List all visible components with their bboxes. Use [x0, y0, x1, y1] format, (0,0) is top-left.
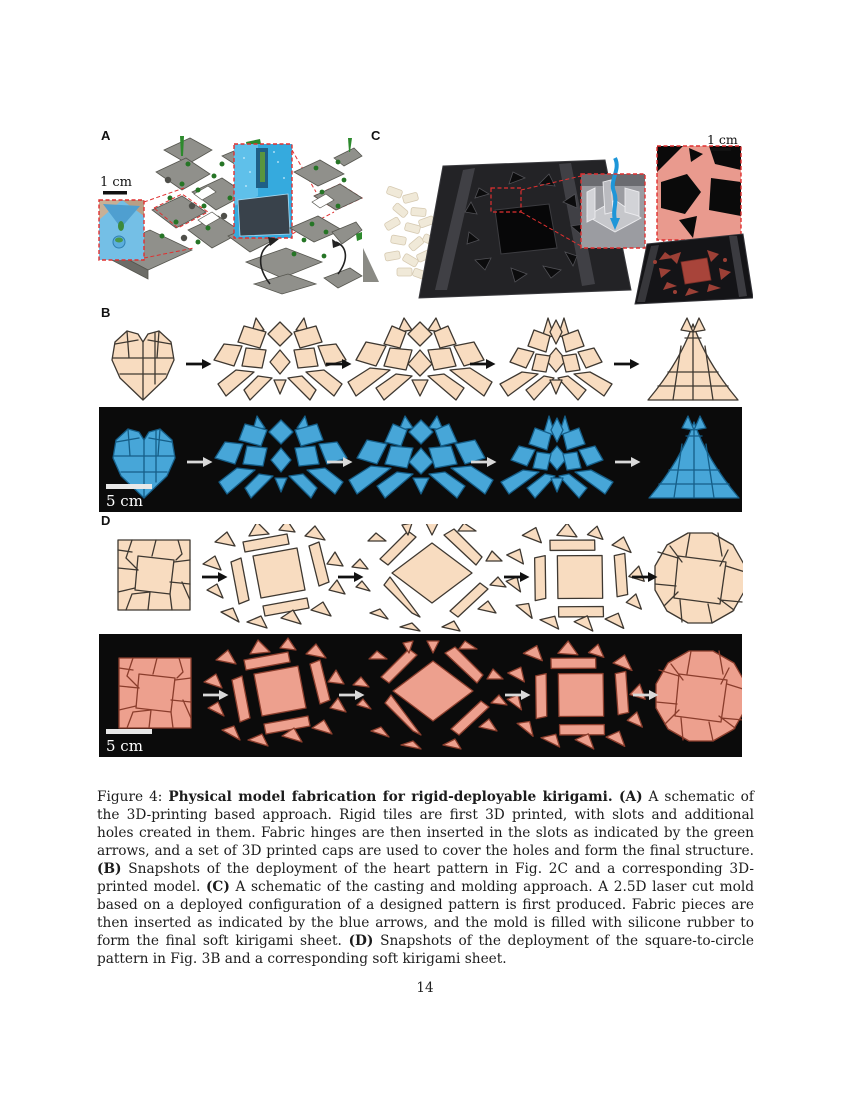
- panel-c-figure: [363, 132, 753, 310]
- caption-text-d: Snapshots of the deployment of the square-to-circle pattern in Fig. 3B and a corresponding soft kirigami sheet.: [97, 933, 754, 968]
- caption-text-c: A schematic of the casting and molding approach. A 2.5D laser cut mold based on a deployed configuration of a designed pattern is first produced. Fabric pieces are then inserted as indicated by the blue arrows, and the mold is filled with silicone rubber to form the final soft kirigami sheet.: [97, 879, 754, 950]
- cast-kirigami-sheet: [635, 234, 753, 304]
- sq2c-photo-row: [99, 634, 742, 757]
- caption-ref-c: (C): [205, 879, 230, 896]
- mold-cavity-inset: [657, 146, 741, 240]
- print-chamber-inset: [234, 144, 292, 238]
- scale-bar-d: [106, 729, 152, 734]
- heart-schematic-row: [98, 316, 743, 406]
- caption-text-b: Snapshots of the deployment of the heart pattern in Fig. 2C and a corresponding 3D-printed model.: [97, 861, 754, 896]
- heart-photo-row: [99, 407, 742, 512]
- panel-b-label: B: [101, 305, 111, 320]
- caption-ref-a: (A): [619, 788, 643, 805]
- panel-c-label: C: [371, 128, 381, 143]
- panel-d-label: D: [101, 513, 111, 528]
- caption-ref-b: (B): [97, 861, 122, 877]
- caption-title: Physical model fabrication for rigid-deployable kirigami.: [168, 788, 619, 805]
- scale-bar-label-c: 1 cm: [707, 132, 738, 147]
- page-number: 14: [416, 980, 434, 996]
- sq2c-schematic-row: [98, 524, 743, 636]
- panel-a-label: A: [101, 128, 111, 143]
- scale-bar-a: [103, 191, 127, 195]
- panel-a-figure: [98, 136, 363, 308]
- caption-ref-d: (D): [348, 933, 374, 950]
- scale-bar-b: [106, 484, 152, 489]
- figure-caption: [97, 788, 754, 969]
- corner-object: [363, 248, 379, 282]
- scale-bar-label-b: 5 cm: [106, 492, 143, 510]
- caption-figure-number: Figure 4:: [97, 788, 169, 805]
- hinge-detail-inset: [99, 200, 144, 260]
- scale-bar-label-d: 5 cm: [106, 737, 143, 755]
- scale-bar-label-a: 1 cm: [100, 175, 133, 190]
- caption-text-a: A schematic of the 3D-printing based approach. Rigid tiles are first 3D printed, with slots and additional holes created in them. Fabric hinges are then inserted in the slots as indicated by the green arrows, and a set of 3D printed caps are used to cover the holes and form the final structure.: [97, 788, 754, 859]
- scale-bar-c: [711, 148, 731, 151]
